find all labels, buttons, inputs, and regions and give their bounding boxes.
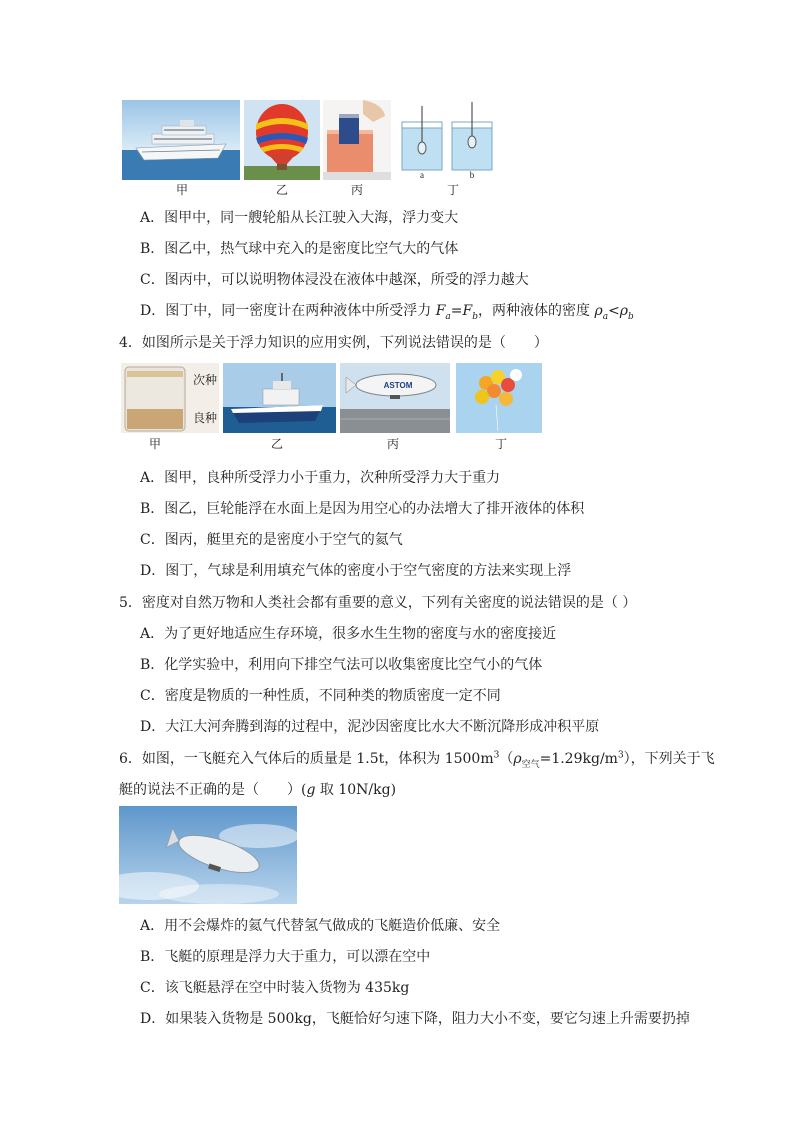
- q3-option-b[interactable]: B．图乙中，热气球中充入的是密度比空气大的气体: [140, 241, 459, 257]
- q5-option-b[interactable]: B．化学实验中，利用向下排空气法可以收集密度比空气小的气体: [140, 657, 543, 673]
- q4-option-a[interactable]: A．图甲，良种所受浮力小于重力，次种所受浮力大于重力: [140, 470, 501, 486]
- q4-option-c[interactable]: C．图丙，艇里充的是密度小于空气的氦气: [140, 532, 403, 548]
- balloons-image: [456, 363, 542, 433]
- airship-sky-image: [119, 806, 297, 904]
- q4-stem: 4．如图所示是关于浮力知识的应用实例，下列说法错误的是（ ）: [119, 335, 548, 351]
- q3-caption-yi: 乙: [275, 183, 288, 197]
- hot-air-balloon-image: [244, 100, 320, 180]
- seed-label-poor: 次种: [193, 373, 218, 387]
- symbol-rho: ρ: [619, 303, 629, 319]
- symbol-f: F: [462, 303, 473, 319]
- q3-option-d-text: ，两种液体的密度: [478, 303, 595, 319]
- q6-stem-line1: [119, 748, 715, 770]
- sub-b: b: [472, 311, 478, 322]
- sub-air: 空气: [521, 759, 540, 770]
- hydrometer-beakers-image: [398, 100, 498, 180]
- q6-stem-text: 6．如图，一飞艇充入气体后的质量是 1.5t，体积为 1500m: [119, 751, 494, 767]
- beaker-label-a: a: [420, 170, 424, 180]
- submerged-can-image: [323, 100, 391, 180]
- airship-logo-text: ASTOM: [383, 381, 413, 390]
- q3-option-c[interactable]: C．图丙中，可以说明物体浸没在液体中越深，所受的浮力越大: [140, 272, 529, 288]
- seed-label-good: 良种: [193, 411, 218, 425]
- q4-option-d[interactable]: D．图丁，气球是利用填充气体的密度小于空气密度的方法来实现上浮: [140, 563, 572, 579]
- symbol-g: g: [306, 782, 316, 798]
- q3-option-d[interactable]: [140, 300, 634, 322]
- cruise-ship-image: [122, 100, 240, 180]
- q6-option-a[interactable]: A．用不会爆炸的氦气代替氢气做成的飞艇造价低廉、安全: [140, 918, 501, 934]
- q6-stem-text: 取 10N/kg): [315, 782, 397, 798]
- symbol-rho: ρ: [594, 303, 603, 319]
- q4-caption-bing: 丙: [386, 437, 399, 451]
- q5-option-a[interactable]: A．为了更好地适应生存环境，很多水生生物的密度与水的密度接近: [140, 626, 557, 642]
- q3-caption-jia: 甲: [175, 183, 188, 197]
- q6-stem-text: ），下列关于飞: [623, 751, 715, 767]
- q4-caption-ding: 丁: [494, 437, 507, 451]
- q3-option-d-text: D．图丁中，同一密度计在两种液体中所受浮力: [140, 303, 436, 319]
- research-ship-image: [223, 363, 336, 433]
- q6-stem-line2: [119, 779, 396, 799]
- q6-stem-text: 艇的说法不正确的是（ ）(: [119, 782, 307, 798]
- q6-option-b[interactable]: B．飞艇的原理是浮力大于重力，可以漂在空中: [140, 949, 431, 965]
- q4-option-b[interactable]: B．图乙，巨轮能浮在水面上是因为用空心的办法增大了排开液体的体积: [140, 501, 585, 517]
- sub-a: a: [602, 311, 609, 322]
- q5-option-d[interactable]: D．大江大河奔腾到海的过程中，泥沙因密度比水大不断沉降形成冲积平原: [140, 719, 600, 735]
- superscript-3: 3: [617, 750, 624, 761]
- symbol-rho: ρ: [513, 751, 522, 767]
- q3-option-a[interactable]: A．图甲中，同一艘轮船从长江驶入大海，浮力变大: [140, 210, 459, 226]
- sub-b: b: [628, 311, 634, 322]
- equals-sign: =: [450, 303, 463, 319]
- q5-option-c[interactable]: C．密度是物质的一种性质，不同种类的物质密度一定不同: [140, 688, 501, 704]
- sub-a: a: [445, 311, 451, 322]
- q5-stem: 5．密度对自然万物和人类社会都有重要的意义，下列有关密度的说法错误的是（ ）: [119, 595, 637, 611]
- beaker-label-b: b: [469, 170, 475, 180]
- q4-caption-jia: 甲: [148, 437, 161, 451]
- airship-hangar-image: [340, 363, 450, 433]
- q4-caption-yi: 乙: [270, 437, 283, 451]
- q6-option-d[interactable]: D．如果装入货物是 500kg，飞艇恰好匀速下降，阻力大小不变，要它匀速上升需要扔掉: [140, 1011, 690, 1027]
- q6-stem-text: =1.29kg/m: [539, 751, 618, 767]
- q3-caption-bing: 丙: [350, 183, 363, 197]
- superscript-3: 3: [493, 750, 500, 761]
- q6-stem-text: （: [499, 751, 514, 767]
- symbol-f: F: [435, 303, 446, 319]
- q3-caption-ding: 丁: [446, 183, 459, 197]
- q6-option-c[interactable]: C．该飞艇悬浮在空中时装入货物为 435kg: [140, 980, 410, 996]
- less-than-sign: <: [608, 303, 620, 319]
